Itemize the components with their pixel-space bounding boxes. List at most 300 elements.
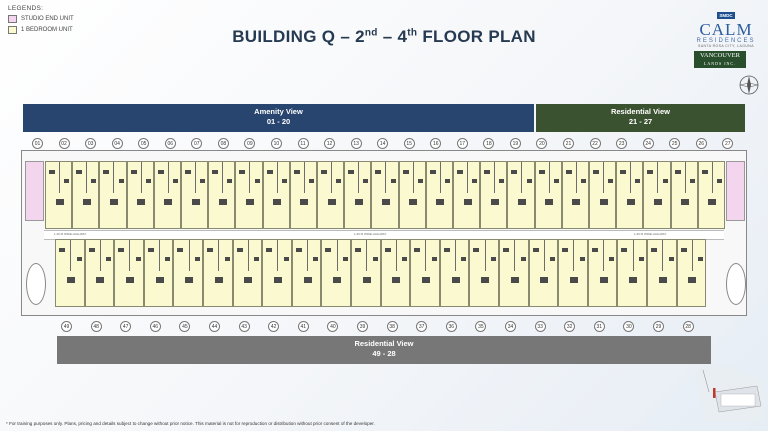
unit-number-45: 45 bbox=[179, 321, 190, 332]
unit-fixture bbox=[119, 179, 124, 183]
unit-fixture bbox=[436, 199, 444, 205]
unit-wall bbox=[396, 240, 397, 271]
unit-fixture bbox=[445, 179, 450, 183]
bottom-1br-unit bbox=[55, 239, 85, 307]
unit-wall bbox=[358, 162, 359, 193]
unit-number-01: 01 bbox=[32, 138, 43, 149]
unit-fixture bbox=[239, 170, 245, 174]
unit-fixture bbox=[473, 248, 479, 252]
unit-fixture bbox=[343, 257, 348, 261]
unit-fixture bbox=[432, 257, 437, 261]
bottom-1br-unit bbox=[262, 239, 292, 307]
unit-fixture bbox=[391, 179, 396, 183]
unit-fixture bbox=[313, 257, 318, 261]
unit-fixture bbox=[600, 199, 608, 205]
unit-wall bbox=[440, 162, 441, 193]
top-1br-unit bbox=[535, 161, 562, 229]
bottom-1br-unit bbox=[114, 239, 144, 307]
unit-fixture bbox=[363, 179, 368, 183]
unit-fixture bbox=[59, 248, 65, 252]
unit-number-22: 22 bbox=[590, 138, 601, 149]
unit-fixture bbox=[56, 199, 64, 205]
smdc-logo: SMDC bbox=[719, 13, 733, 18]
unit-fixture bbox=[570, 277, 578, 283]
unit-fixture bbox=[164, 199, 172, 205]
unit-fixture bbox=[300, 199, 308, 205]
unit-fixture bbox=[294, 170, 300, 174]
unit-fixture bbox=[77, 257, 82, 261]
residential-view-top-label: Residential View bbox=[610, 107, 671, 116]
bottom-1br-unit bbox=[588, 239, 618, 307]
residential-view-bottom-range: 49 - 28 bbox=[372, 349, 396, 358]
amenity-view-banner bbox=[23, 104, 534, 132]
unit-wall bbox=[385, 162, 386, 193]
unit-wall bbox=[129, 240, 130, 271]
bottom-1br-unit bbox=[144, 239, 174, 307]
unit-number-17: 17 bbox=[457, 138, 468, 149]
unit-fixture bbox=[484, 170, 490, 174]
unit-number-30: 30 bbox=[623, 321, 634, 332]
unit-number-14: 14 bbox=[377, 138, 388, 149]
unit-fixture bbox=[325, 248, 331, 252]
residential-view-top-range: 21 - 27 bbox=[628, 117, 653, 126]
title-part2: – 4 bbox=[377, 27, 408, 46]
unit-wall bbox=[485, 240, 486, 271]
title-part3: FLOOR PLAN bbox=[417, 27, 536, 46]
logo-location: SANTA ROSA CITY, LAGUNA bbox=[698, 44, 754, 48]
unit-fixture bbox=[422, 277, 430, 283]
unit-number-15: 15 bbox=[404, 138, 415, 149]
unit-fixture bbox=[192, 199, 200, 205]
unit-wall bbox=[630, 162, 631, 193]
unit-wall bbox=[633, 240, 634, 271]
vancouver-line2: LANDS INC. bbox=[703, 61, 737, 66]
unit-number-09: 09 bbox=[244, 138, 255, 149]
unit-wall bbox=[549, 162, 550, 193]
unit-fixture bbox=[659, 277, 667, 283]
unit-fixture bbox=[76, 170, 82, 174]
unit-fixture bbox=[382, 199, 390, 205]
bottom-1br-unit bbox=[677, 239, 707, 307]
unit-wall bbox=[168, 162, 169, 193]
unit-wall bbox=[141, 162, 142, 193]
unit-fixture bbox=[608, 179, 613, 183]
top-1br-unit bbox=[181, 161, 208, 229]
unit-fixture bbox=[491, 199, 499, 205]
unit-wall bbox=[425, 240, 426, 271]
residential-view-top-banner bbox=[536, 104, 745, 132]
unit-fixture bbox=[274, 277, 282, 283]
unit-fixture bbox=[600, 277, 608, 283]
unit-fixture bbox=[521, 257, 526, 261]
unit-wall bbox=[662, 240, 663, 271]
unit-wall bbox=[455, 240, 456, 271]
unit-fixture bbox=[533, 248, 539, 252]
bottom-1br-unit bbox=[381, 239, 411, 307]
unit-wall bbox=[331, 162, 332, 193]
unit-fixture bbox=[452, 277, 460, 283]
unit-fixture bbox=[392, 277, 400, 283]
unit-wall bbox=[544, 240, 545, 271]
unit-wall bbox=[277, 162, 278, 193]
unit-fixture bbox=[273, 199, 281, 205]
unit-number-25: 25 bbox=[669, 138, 680, 149]
unit-fixture bbox=[219, 199, 227, 205]
unit-fixture bbox=[137, 199, 145, 205]
unit-fixture bbox=[681, 199, 689, 205]
top-1br-unit bbox=[72, 161, 99, 229]
unit-number-21: 21 bbox=[563, 138, 574, 149]
unit-number-06: 06 bbox=[165, 138, 176, 149]
top-1br-unit bbox=[453, 161, 480, 229]
top-1br-unit bbox=[399, 161, 426, 229]
unit-number-04: 04 bbox=[112, 138, 123, 149]
compass-icon bbox=[738, 74, 760, 96]
unit-fixture bbox=[328, 199, 336, 205]
unit-fixture bbox=[195, 257, 200, 261]
unit-fixture bbox=[158, 170, 164, 174]
unit-wall bbox=[366, 240, 367, 271]
unit-number-36: 36 bbox=[446, 321, 457, 332]
unit-fixture bbox=[550, 257, 555, 261]
legend-item-studio bbox=[8, 15, 74, 23]
unit-number-28: 28 bbox=[683, 321, 694, 332]
unit-fixture bbox=[472, 179, 477, 183]
title-part1: BUILDING Q – 2 bbox=[232, 27, 365, 46]
unit-fixture bbox=[207, 248, 213, 252]
unit-number-16: 16 bbox=[430, 138, 441, 149]
hallway-label-center: 1.20 M WIDE HALLWAY bbox=[354, 232, 387, 236]
top-1br-unit bbox=[589, 161, 616, 229]
unit-number-23: 23 bbox=[616, 138, 627, 149]
unit-fixture bbox=[266, 248, 272, 252]
unit-fixture bbox=[165, 257, 170, 261]
top-1br-unit bbox=[344, 161, 371, 229]
unit-fixture bbox=[296, 248, 302, 252]
unit-fixture bbox=[91, 179, 96, 183]
hallway-label-right: 1.20 M WIDE HALLWAY bbox=[634, 232, 667, 236]
unit-fixture bbox=[49, 170, 55, 174]
unit-fixture bbox=[457, 170, 463, 174]
unit-fixture bbox=[511, 170, 517, 174]
unit-fixture bbox=[254, 257, 259, 261]
unit-fixture bbox=[385, 248, 391, 252]
unit-fixture bbox=[225, 257, 230, 261]
top-1br-unit bbox=[317, 161, 344, 229]
unit-number-39: 39 bbox=[357, 321, 368, 332]
unit-wall bbox=[603, 162, 604, 193]
unit-wall bbox=[189, 240, 190, 271]
top-1br-unit bbox=[480, 161, 507, 229]
unit-fixture bbox=[409, 199, 417, 205]
unit-fixture bbox=[227, 179, 232, 183]
unit-fixture bbox=[373, 257, 378, 261]
unit-number-34: 34 bbox=[505, 321, 516, 332]
unit-number-35: 35 bbox=[475, 321, 486, 332]
residential-view-bottom-banner bbox=[57, 336, 711, 364]
logo-calm: CALM bbox=[699, 20, 753, 39]
unit-fixture bbox=[215, 277, 223, 283]
top-1br-unit bbox=[671, 161, 698, 229]
bottom-1br-unit bbox=[647, 239, 677, 307]
top-1br-unit bbox=[263, 161, 290, 229]
unit-wall bbox=[86, 162, 87, 193]
bottom-1br-unit bbox=[351, 239, 381, 307]
unit-fixture bbox=[639, 257, 644, 261]
unit-number-26: 26 bbox=[696, 138, 707, 149]
unit-wall bbox=[494, 162, 495, 193]
top-1br-unit bbox=[208, 161, 235, 229]
unit-number-20: 20 bbox=[536, 138, 547, 149]
unit-fixture bbox=[333, 277, 341, 283]
bottom-1br-unit bbox=[410, 239, 440, 307]
unit-wall bbox=[100, 240, 101, 271]
unit-number-48: 48 bbox=[91, 321, 102, 332]
calm-residences-logo bbox=[688, 4, 764, 48]
top-1br-unit bbox=[99, 161, 126, 229]
unit-number-41: 41 bbox=[298, 321, 309, 332]
unit-number-31: 31 bbox=[594, 321, 605, 332]
top-1br-unit bbox=[154, 161, 181, 229]
unit-wall bbox=[603, 240, 604, 271]
top-1br-unit bbox=[562, 161, 589, 229]
legend-label-studio: STUDIO END UNIT bbox=[21, 16, 74, 22]
unit-number-37: 37 bbox=[416, 321, 427, 332]
amenity-view-range: 01 - 20 bbox=[266, 117, 291, 126]
unit-wall bbox=[249, 162, 250, 193]
unit-number-46: 46 bbox=[150, 321, 161, 332]
unit-fixture bbox=[609, 257, 614, 261]
unit-fixture bbox=[627, 199, 635, 205]
bottom-1br-unit bbox=[203, 239, 233, 307]
unit-number-10: 10 bbox=[271, 138, 282, 149]
unit-number-18: 18 bbox=[483, 138, 494, 149]
unit-fixture bbox=[675, 170, 681, 174]
unit-wall bbox=[218, 240, 219, 271]
unit-fixture bbox=[518, 199, 526, 205]
unit-number-32: 32 bbox=[564, 321, 575, 332]
unit-wall bbox=[467, 162, 468, 193]
unit-number-19: 19 bbox=[510, 138, 521, 149]
unit-fixture bbox=[255, 179, 260, 183]
disclaimer: * For training purposes only. Plans, pricing and details subject to change without prior notice. This material is not for reproduction or distribution without prior consent of the developer. bbox=[6, 421, 375, 426]
unit-fixture bbox=[185, 277, 193, 283]
unit-wall bbox=[304, 162, 305, 193]
unit-fixture bbox=[669, 257, 674, 261]
bottom-1br-unit bbox=[558, 239, 588, 307]
hallway-label-left: 1.20 M WIDE HALLWAY bbox=[54, 232, 87, 236]
unit-fixture bbox=[444, 248, 450, 252]
bottom-1br-unit bbox=[617, 239, 647, 307]
floor-plan bbox=[21, 150, 747, 316]
unit-fixture bbox=[511, 277, 519, 283]
unit-fixture bbox=[414, 248, 420, 252]
unit-wall bbox=[59, 162, 60, 193]
residential-view-bottom-label: Residential View bbox=[354, 339, 414, 348]
legend-title: LEGENDS: bbox=[8, 5, 44, 12]
unit-fixture bbox=[562, 248, 568, 252]
title-sup2: th bbox=[407, 27, 418, 39]
unit-fixture bbox=[481, 277, 489, 283]
unit-fixture bbox=[663, 179, 668, 183]
unit-fixture bbox=[131, 170, 137, 174]
vancouver-line1: VANCOUVER bbox=[700, 52, 740, 59]
unit-wall bbox=[657, 162, 658, 193]
unit-number-02: 02 bbox=[59, 138, 70, 149]
unit-fixture bbox=[461, 257, 466, 261]
unit-number-40: 40 bbox=[327, 321, 338, 332]
unit-fixture bbox=[580, 257, 585, 261]
unit-fixture bbox=[629, 277, 637, 283]
stair-right bbox=[726, 263, 746, 305]
unit-number-42: 42 bbox=[268, 321, 279, 332]
unit-wall bbox=[692, 240, 693, 271]
top-1br-unit bbox=[235, 161, 262, 229]
bottom-1br-unit bbox=[233, 239, 263, 307]
unit-fixture bbox=[491, 257, 496, 261]
unit-wall bbox=[248, 240, 249, 271]
unit-fixture bbox=[336, 179, 341, 183]
top-1br-unit bbox=[507, 161, 534, 229]
logo-residences: RESIDENCES bbox=[696, 38, 756, 44]
unit-fixture bbox=[635, 179, 640, 183]
unit-fixture bbox=[402, 257, 407, 261]
unit-fixture bbox=[355, 248, 361, 252]
page-title bbox=[0, 27, 768, 47]
unit-fixture bbox=[540, 277, 548, 283]
unit-number-13: 13 bbox=[351, 138, 362, 149]
bottom-1br-unit bbox=[499, 239, 529, 307]
unit-fixture bbox=[572, 199, 580, 205]
bottom-1br-unit bbox=[529, 239, 559, 307]
unit-fixture bbox=[246, 199, 254, 205]
unit-fixture bbox=[499, 179, 504, 183]
unit-fixture bbox=[592, 248, 598, 252]
bottom-1br-unit bbox=[321, 239, 351, 307]
unit-fixture bbox=[110, 199, 118, 205]
unit-fixture bbox=[375, 170, 381, 174]
unit-fixture bbox=[688, 277, 696, 283]
bottom-1br-unit bbox=[440, 239, 470, 307]
unit-fixture bbox=[173, 179, 178, 183]
title-sup1: nd bbox=[364, 27, 378, 39]
unit-fixture bbox=[321, 170, 327, 174]
unit-number-49: 49 bbox=[61, 321, 72, 332]
unit-fixture bbox=[651, 248, 657, 252]
unit-fixture bbox=[355, 199, 363, 205]
building-location-map bbox=[695, 362, 765, 422]
unit-fixture bbox=[64, 179, 69, 183]
unit-fixture bbox=[681, 248, 687, 252]
unit-number-29: 29 bbox=[653, 321, 664, 332]
unit-fixture bbox=[620, 170, 626, 174]
unit-number-12: 12 bbox=[324, 138, 335, 149]
unit-fixture bbox=[284, 257, 289, 261]
unit-fixture bbox=[690, 179, 695, 183]
unit-wall bbox=[195, 162, 196, 193]
unit-fixture bbox=[126, 277, 134, 283]
bottom-1br-unit bbox=[85, 239, 115, 307]
top-1br-unit bbox=[290, 161, 317, 229]
unit-fixture bbox=[621, 248, 627, 252]
unit-number-43: 43 bbox=[239, 321, 250, 332]
unit-number-44: 44 bbox=[209, 321, 220, 332]
unit-fixture bbox=[148, 248, 154, 252]
unit-number-47: 47 bbox=[120, 321, 131, 332]
unit-fixture bbox=[156, 277, 164, 283]
unit-fixture bbox=[185, 170, 191, 174]
unit-fixture bbox=[89, 248, 95, 252]
unit-number-03: 03 bbox=[85, 138, 96, 149]
bottom-1br-unit bbox=[292, 239, 322, 307]
unit-wall bbox=[573, 240, 574, 271]
unit-fixture bbox=[593, 170, 599, 174]
unit-fixture bbox=[136, 257, 141, 261]
unit-wall bbox=[514, 240, 515, 271]
top-1br-unit bbox=[426, 161, 453, 229]
unit-fixture bbox=[212, 170, 218, 174]
unit-fixture bbox=[654, 199, 662, 205]
top-1br-unit bbox=[45, 161, 72, 229]
unit-fixture bbox=[244, 277, 252, 283]
unit-fixture bbox=[581, 179, 586, 183]
unit-fixture bbox=[539, 170, 545, 174]
unit-fixture bbox=[554, 179, 559, 183]
unit-fixture bbox=[702, 170, 708, 174]
unit-fixture bbox=[363, 277, 371, 283]
unit-fixture bbox=[348, 170, 354, 174]
bottom-1br-unit bbox=[173, 239, 203, 307]
unit-number-08: 08 bbox=[218, 138, 229, 149]
top-1br-unit bbox=[616, 161, 643, 229]
unit-wall bbox=[337, 240, 338, 271]
unit-number-24: 24 bbox=[643, 138, 654, 149]
unit-fixture bbox=[717, 179, 722, 183]
top-1br-unit bbox=[643, 161, 670, 229]
unit-wall bbox=[307, 240, 308, 271]
unit-number-11: 11 bbox=[298, 138, 309, 149]
unit-fixture bbox=[527, 179, 532, 183]
unit-fixture bbox=[282, 179, 287, 183]
unit-wall bbox=[521, 162, 522, 193]
studio-end-unit-right bbox=[726, 161, 745, 221]
unit-fixture bbox=[146, 179, 151, 183]
unit-fixture bbox=[464, 199, 472, 205]
unit-fixture bbox=[106, 257, 111, 261]
unit-fixture bbox=[698, 257, 703, 261]
unit-wall bbox=[113, 162, 114, 193]
stair-left bbox=[26, 263, 46, 305]
unit-wall bbox=[222, 162, 223, 193]
unit-number-38: 38 bbox=[387, 321, 398, 332]
unit-fixture bbox=[103, 170, 109, 174]
unit-fixture bbox=[118, 248, 124, 252]
amenity-view-label: Amenity View bbox=[254, 107, 303, 116]
unit-wall bbox=[576, 162, 577, 193]
studio-end-unit-left bbox=[25, 161, 44, 221]
vancouver-lands-logo bbox=[694, 51, 746, 68]
unit-fixture bbox=[545, 199, 553, 205]
unit-wall bbox=[413, 162, 414, 193]
unit-fixture bbox=[237, 248, 243, 252]
unit-fixture bbox=[566, 170, 572, 174]
unit-wall bbox=[685, 162, 686, 193]
unit-wall bbox=[70, 240, 71, 271]
unit-fixture bbox=[708, 199, 716, 205]
unit-fixture bbox=[647, 170, 653, 174]
unit-fixture bbox=[304, 277, 312, 283]
unit-fixture bbox=[267, 170, 273, 174]
